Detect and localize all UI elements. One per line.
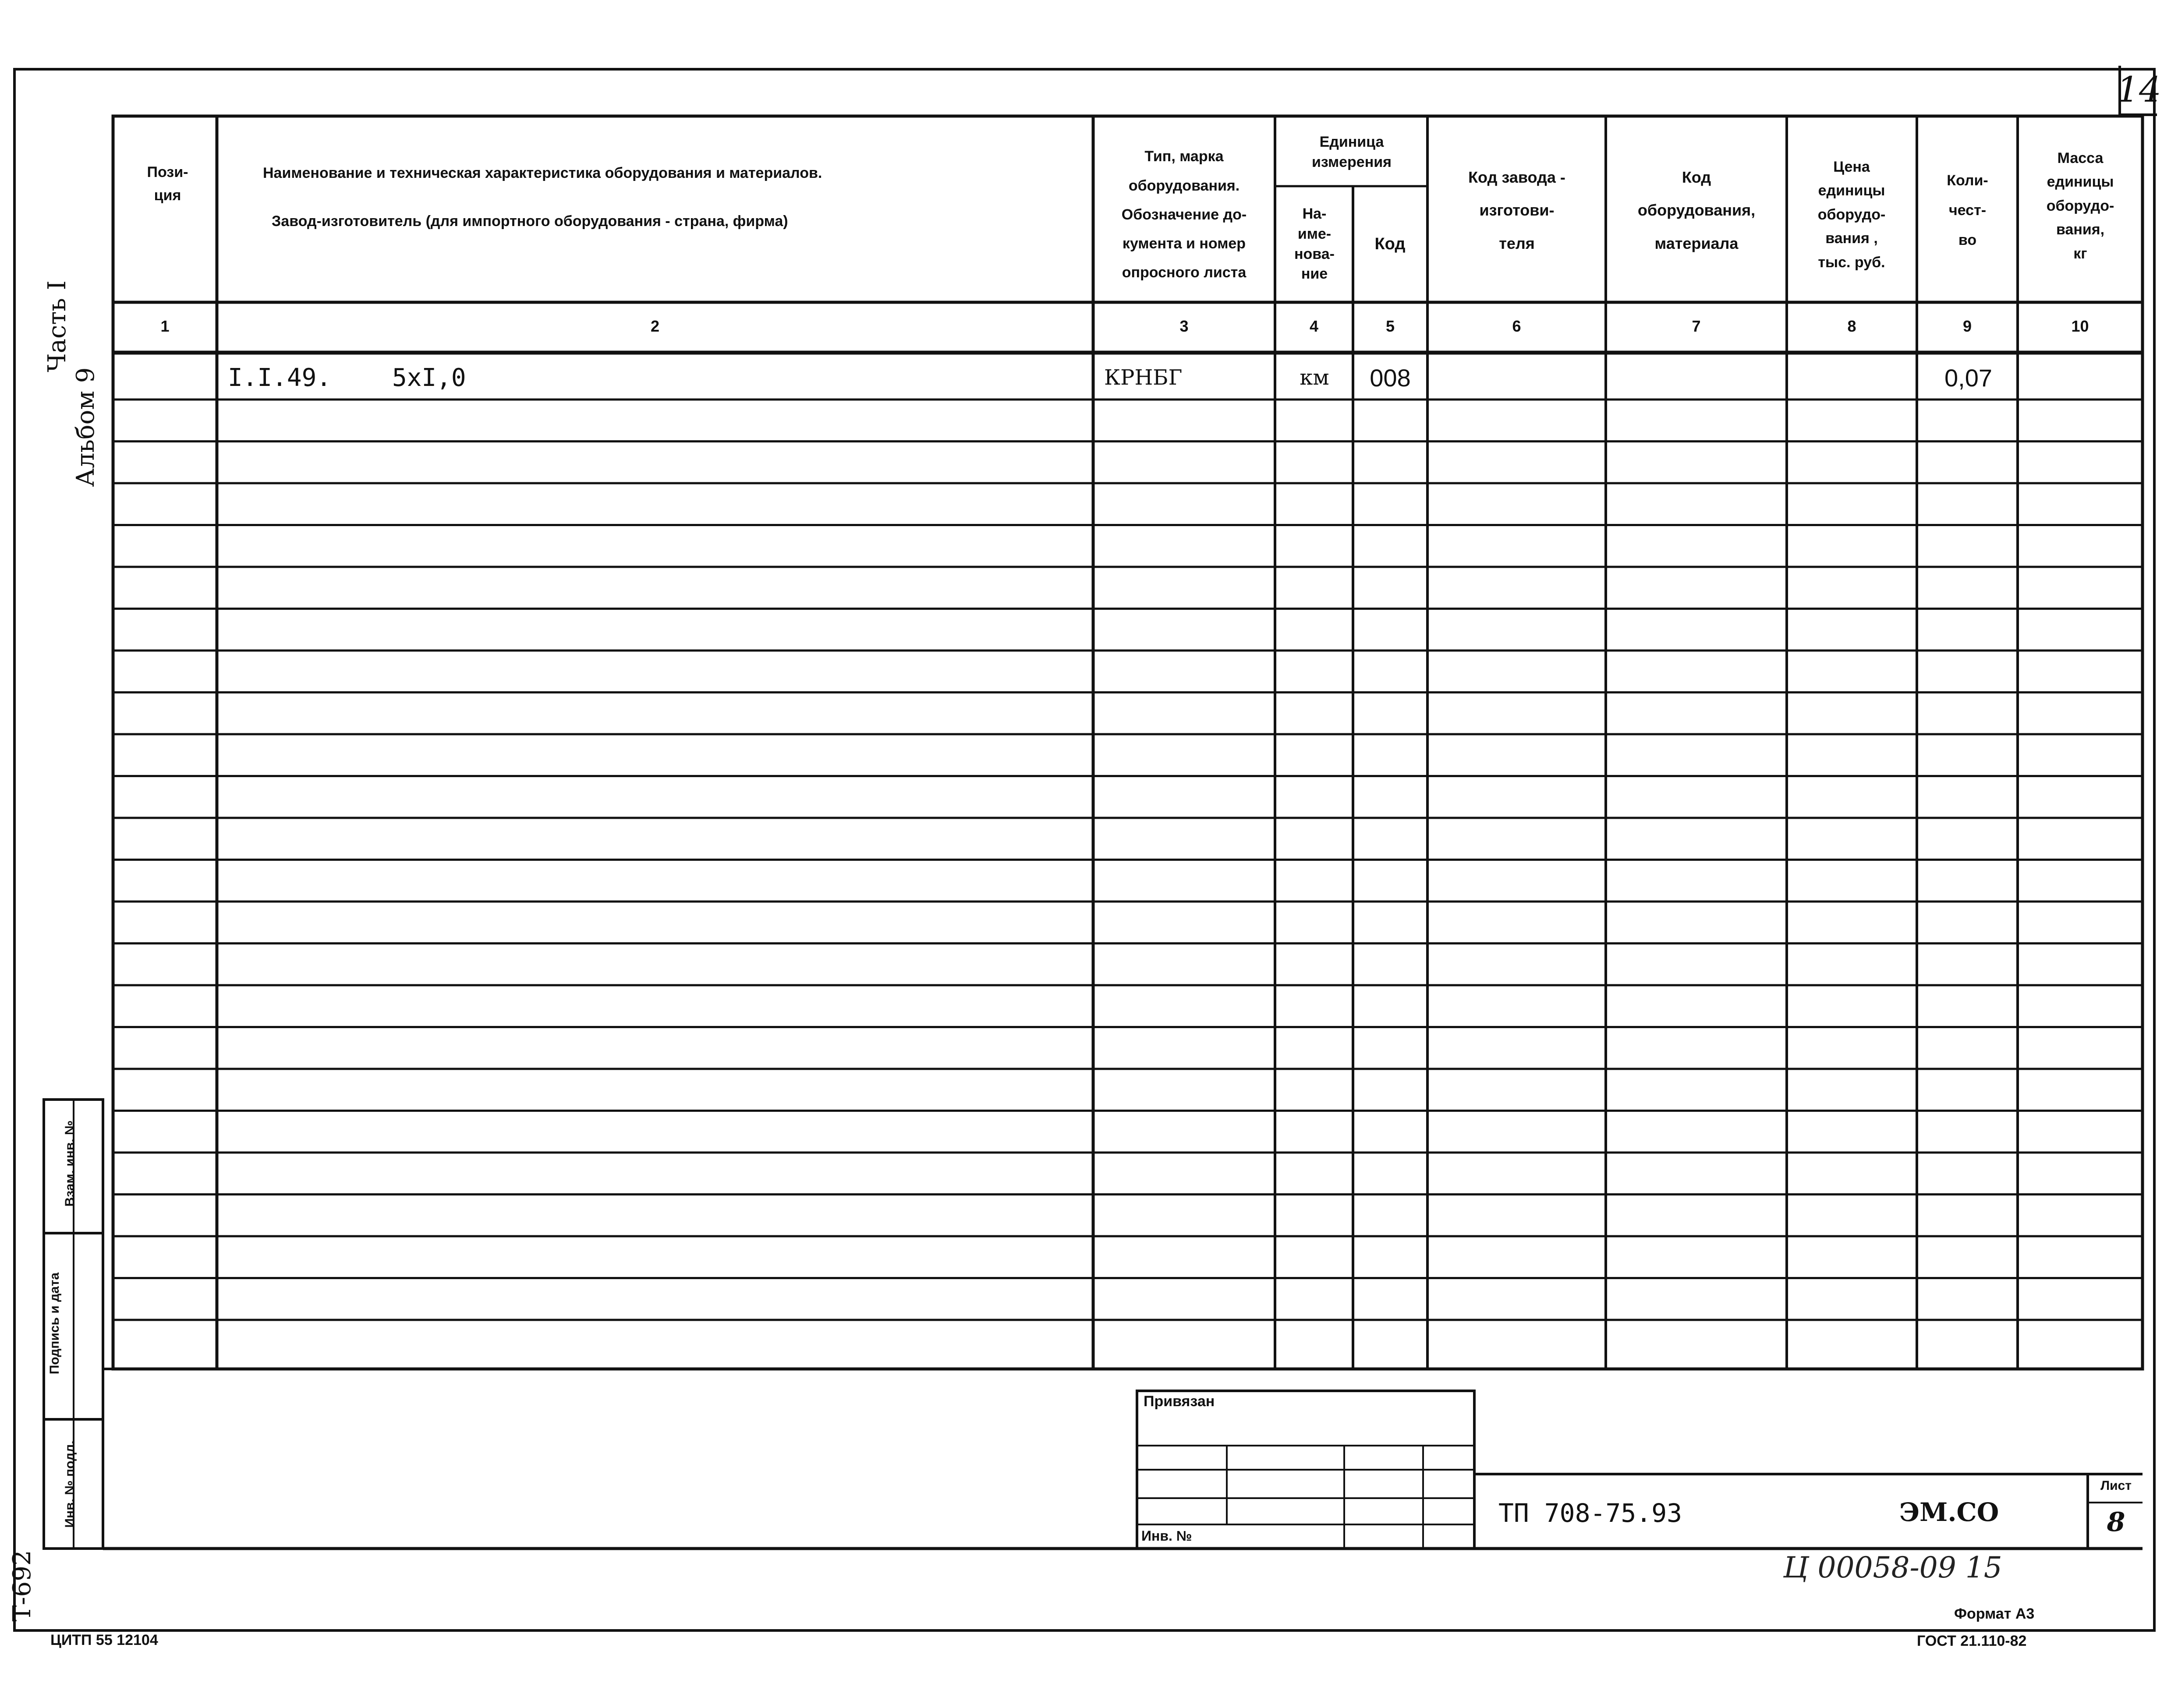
header-name-line2: Завод-изготовитель (для импортного оборудования - страна, фирма) [272, 212, 788, 230]
stamp-vzam-label: Взам. инв. № [63, 1120, 77, 1207]
header-unit-name: На- име- нова- ние [1294, 205, 1335, 283]
document-code: ЭМ.СО [1899, 1497, 1999, 1527]
list-number: 8 [2107, 1507, 2125, 1538]
header-unit-group: Единица измерения [1312, 134, 1392, 170]
part-label: Часть I [42, 280, 71, 372]
table-cell-unit-code: 008 [1370, 364, 1411, 392]
sheet-number: 14 [2118, 66, 2157, 116]
stamp-inv-podl-label: Инв. № подл. [63, 1440, 77, 1528]
footer-cipt: ЦИТП 55 12104 [50, 1632, 158, 1648]
column-number: 4 [1309, 317, 1319, 335]
header-mass: Масса единицы оборудо- вания, кг [2046, 150, 2114, 262]
table-cell-size: 5xI,0 [392, 363, 466, 392]
column-number: 10 [2071, 317, 2089, 335]
table-cell-position-name: I.I.49. [228, 363, 332, 392]
table-border [113, 116, 2143, 1369]
format-label: Формат А3 [1954, 1605, 2035, 1622]
table-cell-type: КРНБГ [1104, 365, 1183, 390]
header-price: Цена единицы оборудо- вания , тыс. руб. [1817, 159, 1886, 271]
header-type: Тип, марка оборудования. Обозначение до- кумента и номер опросного листа [1121, 148, 1247, 281]
column-number: 2 [650, 317, 660, 335]
header-unit-code: Код [1374, 235, 1406, 254]
header-quantity: Коли- чест- во [1947, 172, 1988, 248]
project-number: ТП 708-75.93 [1498, 1498, 1682, 1528]
column-number: 7 [1692, 317, 1701, 335]
album-label: Альбом 9 [71, 367, 100, 487]
column-number: 9 [1962, 317, 1972, 335]
column-number: 6 [1512, 317, 1521, 335]
header-name-line1: Наименование и техническая характеристика оборудования и материалов. [263, 164, 822, 181]
table-cell-unit: км [1300, 365, 1329, 390]
stamp-podpis-label: Подпись и дата [47, 1272, 62, 1375]
column-number: 5 [1385, 317, 1395, 335]
header-position: Пози- ция [147, 164, 188, 204]
inv-no-label: Инв. № [1141, 1528, 1192, 1544]
table-cell-quantity: 0,07 [1944, 364, 1992, 392]
column-number: 3 [1179, 317, 1189, 335]
handwritten-reference: Ц 00058-09 15 [1783, 1551, 2002, 1584]
column-number: 8 [1847, 317, 1856, 335]
margin-code: Т-692 [7, 1550, 36, 1622]
header-equipment-code: Код оборудования, материала [1637, 168, 1756, 252]
gost-label: ГОСТ 21.110-82 [1917, 1633, 2027, 1649]
privyazan-label: Привязан [1144, 1393, 1215, 1410]
list-label: Лист [2100, 1478, 2132, 1493]
header-maker-code: Код завода - изготови- теля [1468, 168, 1565, 252]
column-number: 1 [160, 317, 170, 335]
